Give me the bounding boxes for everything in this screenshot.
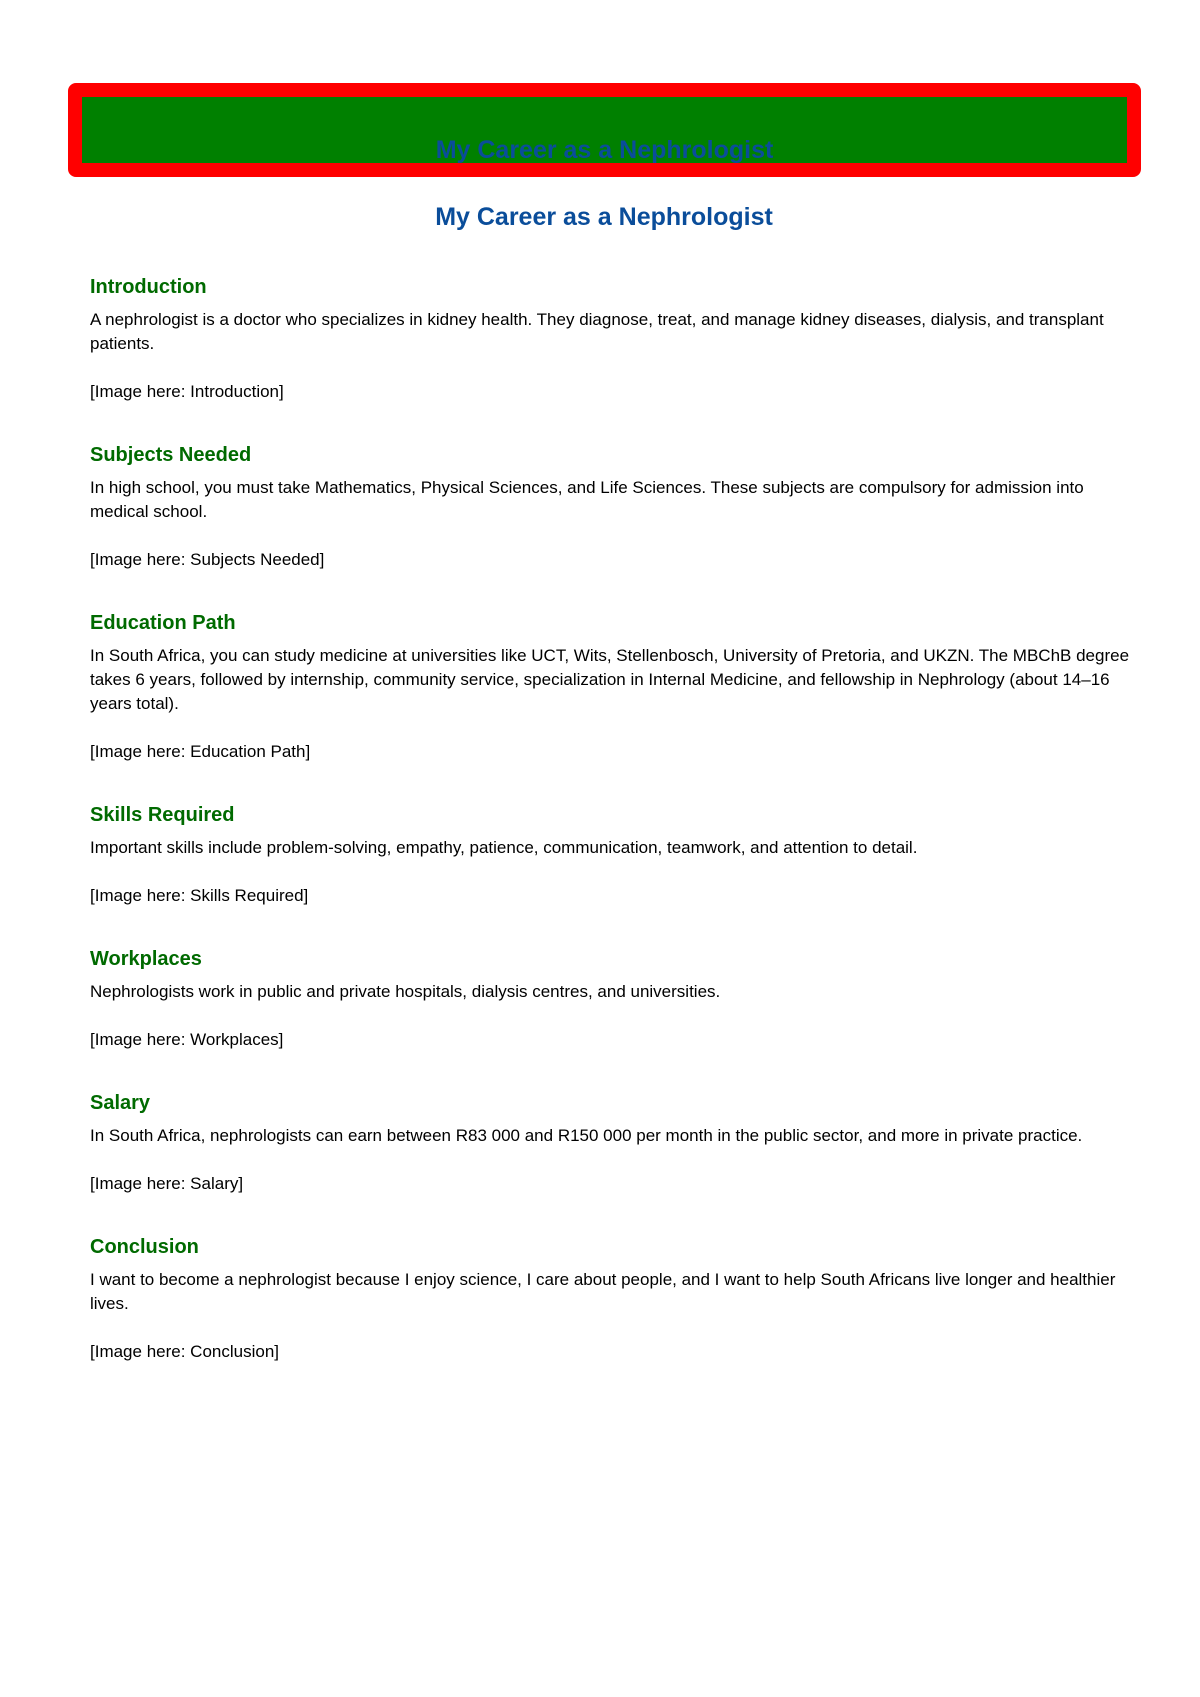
section-introduction: [90, 274, 1130, 404]
section-conclusion: [90, 1234, 1130, 1364]
image-placeholder: [Image here: Subjects Needed]: [90, 550, 325, 569]
title-banner: [68, 83, 1141, 177]
section-heading: Workplaces: [90, 948, 202, 970]
image-placeholder: [Image here: Skills Required]: [90, 886, 309, 905]
banner-inner: [82, 97, 1127, 164]
image-placeholder: [Image here: Workplaces]: [90, 1030, 284, 1049]
image-placeholder: [Image here: Conclusion]: [90, 1342, 279, 1361]
section-skills-required: [90, 802, 1130, 908]
section-heading: Salary: [90, 1092, 151, 1114]
banner-title: My Career as a Nephrologist: [435, 136, 774, 164]
image-placeholder: [Image here: Salary]: [90, 1174, 244, 1193]
section-subjects-needed: [90, 442, 1130, 572]
section-body: I want to become a nephrologist because I enjoy science, I care about people, and I want to help South Africans live longer and healthier lives.: [90, 1270, 1116, 1313]
page-title: My Career as a Nephrologist: [435, 203, 773, 231]
section-body: In South Africa, you can study medicine at universities like UCT, Wits, Stellenbosch, University of Pretoria, and UKZN. The MBChB degree takes 6 years, followed by internship, community service, specialization in Internal Medicine, and fellowship in Nephrology (about 14–16 years total).: [90, 646, 1130, 713]
section-body: In South Africa, nephrologists can earn between R83 000 and R150 000 per month in the public sector, and more in private practice.: [90, 1126, 1083, 1145]
section-body: A nephrologist is a doctor who specializes in kidney health. They diagnose, treat, and manage kidney diseases, dialysis, and transplant patients.: [90, 310, 1104, 353]
section-education-path: [90, 610, 1130, 764]
section-heading: Conclusion: [90, 1236, 199, 1258]
section-heading: Skills Required: [90, 804, 235, 826]
image-placeholder: [Image here: Introduction]: [90, 382, 284, 401]
section-heading: Introduction: [90, 276, 207, 298]
section-body: Nephrologists work in public and private hospitals, dialysis centres, and universities.: [90, 982, 721, 1001]
section-body: Important skills include problem-solving, empathy, patience, communication, teamwork, and attention to detail.: [90, 838, 918, 857]
image-placeholder: [Image here: Education Path]: [90, 742, 311, 761]
section-body: In high school, you must take Mathematics, Physical Sciences, and Life Sciences. These subjects are compulsory for admission into medical school.: [90, 478, 1084, 521]
content: [90, 274, 1130, 1402]
section-heading: Education Path: [90, 612, 236, 634]
section-heading: Subjects Needed: [90, 444, 252, 466]
section-salary: [90, 1090, 1130, 1196]
section-workplaces: [90, 946, 1130, 1052]
